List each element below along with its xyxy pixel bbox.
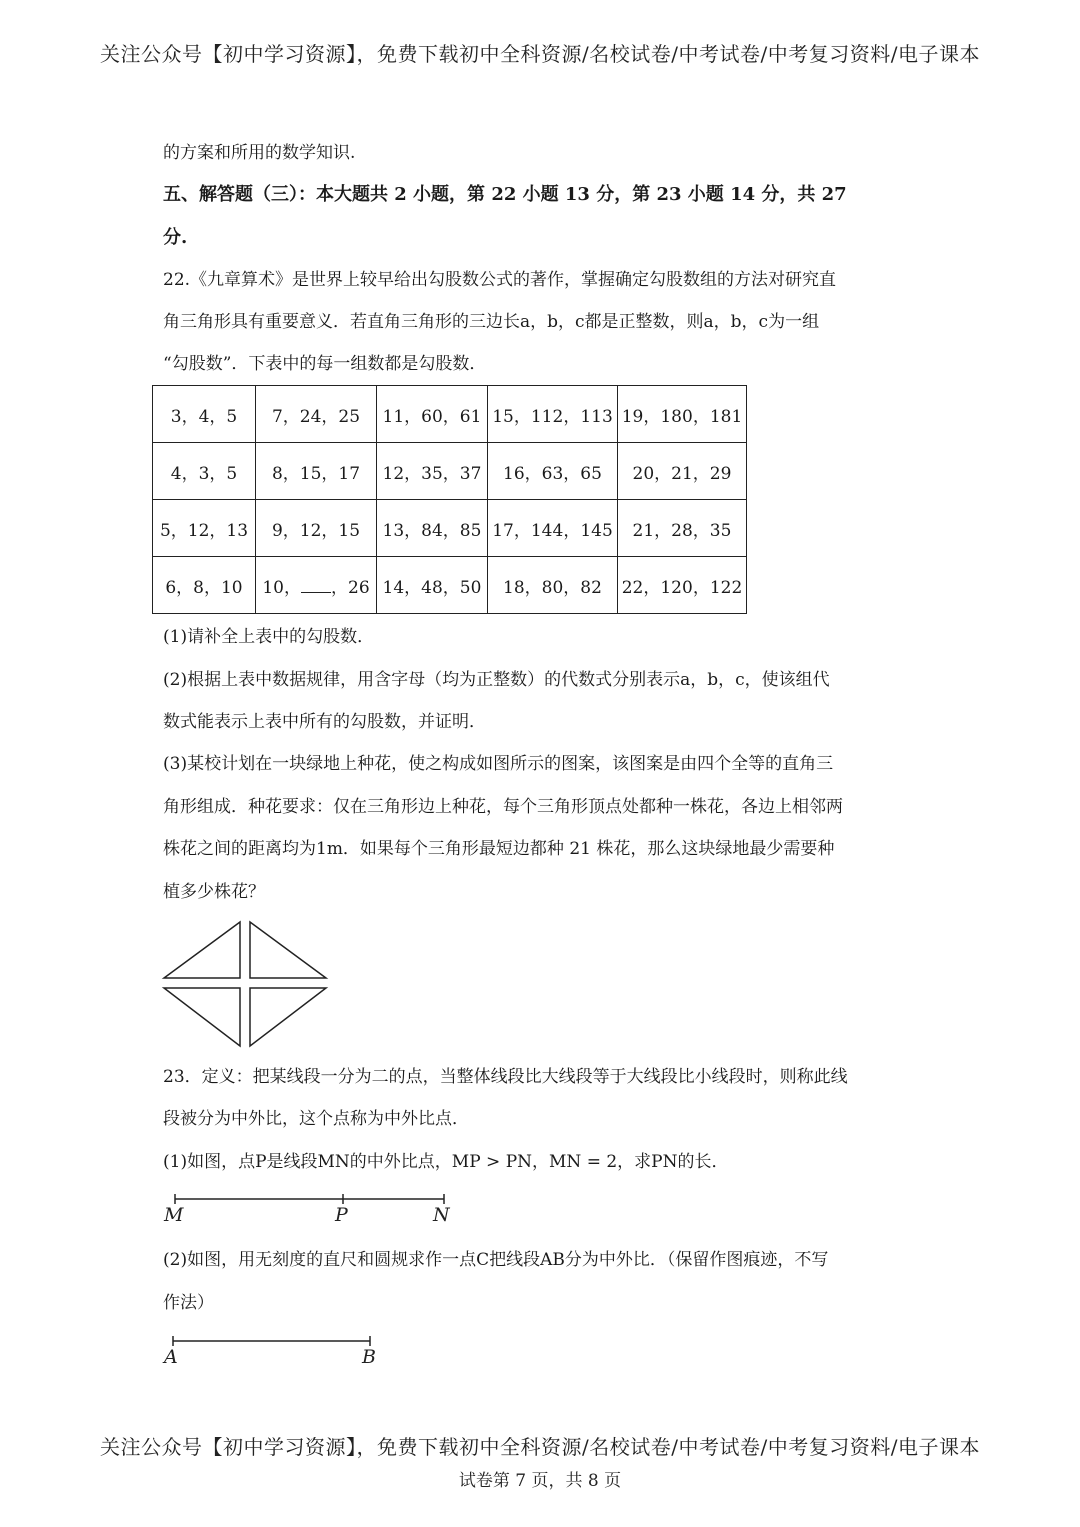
q23-part1: (1)如图，点P是线段MN的中外比点，MP > PN，MN = 2，求PN的长． — [163, 1152, 729, 1172]
table-cell: 16，63，65 — [488, 443, 618, 500]
table-cell: 14，48，50 — [377, 557, 488, 614]
table-cell: 19，180，181 — [618, 386, 747, 443]
q22-part2-line1: (2)根据上表中数据规律，用含字母（均为正整数）的代数式分别表示a，b，c，使该组代 — [163, 670, 830, 690]
pythagorean-triples-table — [152, 385, 747, 614]
q22-part3-line2: 角形组成．种花要求：仅在三角形边上种花，每个三角形顶点处都种一株花，各边上相邻两 — [163, 797, 843, 817]
q22-stem-line3: “勾股数”．下表中的每一组数都是勾股数． — [163, 354, 487, 374]
table-cell-with-blank — [256, 557, 377, 614]
blank-cell-suffix: ，26 — [331, 577, 370, 598]
table-cell: 6，8，10 — [153, 557, 256, 614]
segment-mn-figure — [160, 1190, 460, 1226]
q22-stem-line1: 22.《九章算术》是世界上较早给出勾股数公式的著作，掌握确定勾股数组的方法对研究直 — [163, 270, 837, 290]
table-row — [153, 443, 747, 500]
triangle-bottom-left — [164, 988, 240, 1046]
table-cell: 13，84，85 — [377, 500, 488, 557]
table-cell: 9，12，15 — [256, 500, 377, 557]
table-cell: 11，60，61 — [377, 386, 488, 443]
table-cell: 21，28，35 — [618, 500, 747, 557]
fill-in-blank[interactable] — [301, 576, 331, 593]
table-cell: 17，144，145 — [488, 500, 618, 557]
q22-stem-line2: 角三角形具有重要意义．若直角三角形的三边长a，b，c都是正整数，则a，b，c为一组 — [163, 312, 820, 332]
intro-tail: 的方案和所用的数学知识. — [163, 143, 356, 163]
q22-part1: (1)请补全上表中的勾股数． — [163, 627, 375, 647]
table-cell: 15，112，113 — [488, 386, 618, 443]
table-cell: 22，120，122 — [618, 557, 747, 614]
q23-part2-line2: 作法） — [163, 1293, 214, 1313]
q22-part3-line3: 株花之间的距离均为1m．如果每个三角形最短边都种 21 株花，那么这块绿地最少需要种 — [163, 839, 835, 859]
q23-stem-line2: 段被分为中外比，这个点称为中外比点． — [163, 1109, 469, 1129]
segment-ab-figure — [160, 1332, 390, 1368]
table-cell: 8，15，17 — [256, 443, 377, 500]
table-cell: 20，21，29 — [618, 443, 747, 500]
table-cell: 18，80，82 — [488, 557, 618, 614]
label-b: B — [362, 1346, 376, 1368]
triangle-bottom-right — [250, 988, 326, 1046]
table-cell: 12，35，37 — [377, 443, 488, 500]
q22-part3-line4: 植多少株花？ — [163, 882, 265, 902]
footer-banner: 关注公众号【初中学习资源】，免费下载初中全科资源/名校试卷/中考试卷/中考复习资料/电子课本 — [100, 1435, 980, 1459]
section-heading-cont: 分. — [163, 227, 188, 248]
table-cell: 3，4，5 — [153, 386, 256, 443]
triangle-top-left — [164, 922, 240, 978]
four-triangles-figure — [160, 920, 332, 1050]
triangle-top-right — [250, 922, 326, 978]
table-row — [153, 557, 747, 614]
table-cell: 4，3，5 — [153, 443, 256, 500]
table-row — [153, 386, 747, 443]
q23-stem-line1: 23．定义：把某线段一分为二的点，当整体线段比大线段等于大线段比小线段时，则称此线 — [163, 1067, 848, 1087]
table-row — [153, 500, 747, 557]
section-heading: 五、解答题（三）：本大题共 2 小题，第 22 小题 13 分，第 23 小题 14 分，共 27 — [163, 184, 847, 205]
q23-part2-line1: (2)如图，用无刻度的直尺和圆规求作一点C把线段AB分为中外比．（保留作图痕迹，不写 — [163, 1250, 829, 1270]
label-a: A — [164, 1346, 178, 1368]
page-number: 试卷第 7 页，共 8 页 — [458, 1471, 622, 1491]
label-p: P — [335, 1204, 348, 1226]
table-cell: 7，24，25 — [256, 386, 377, 443]
label-m: M — [164, 1204, 184, 1226]
blank-cell-prefix: 10， — [262, 577, 301, 598]
q22-part3-line1: (3)某校计划在一块绿地上种花，使之构成如图所示的图案，该图案是由四个全等的直角三 — [163, 754, 834, 774]
header-banner: 关注公众号【初中学习资源】，免费下载初中全科资源/名校试卷/中考试卷/中考复习资料/电子课本 — [100, 42, 980, 66]
q22-part2-line2: 数式能表示上表中所有的勾股数，并证明． — [163, 712, 486, 732]
label-n: N — [433, 1204, 450, 1226]
table-cell: 5，12，13 — [153, 500, 256, 557]
